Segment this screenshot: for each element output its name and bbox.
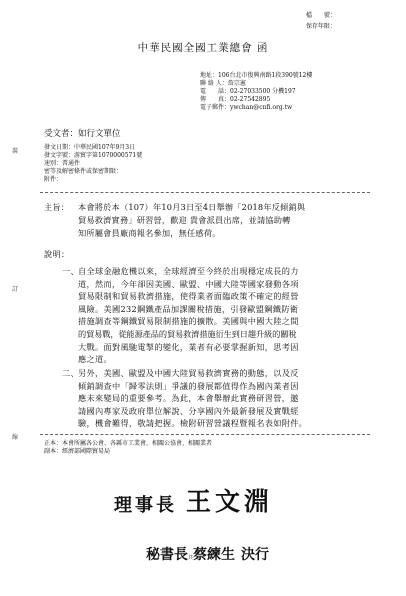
- fax-row: [200, 96, 400, 104]
- explanation-line: 風險。美國232鋼鐵產品加課關稅措施，引發歐盟鋼鐵防衛: [78, 303, 299, 314]
- secretary-name: 蔡練生: [193, 547, 236, 563]
- main-recipients-value: 本會所屬各公會、各縣市工業會、相關公協會、相關業者: [62, 440, 213, 447]
- chairman-title: 理事長: [114, 495, 177, 516]
- doc-number-value: 游貿字第1070000571號: [74, 152, 143, 159]
- fax-label: 傳 真：: [200, 96, 231, 103]
- contact-person-row: [200, 80, 400, 88]
- explanation-line: 道，然而，今年卻因美國、歐盟、中國大陸等國家發動各項: [78, 278, 299, 289]
- explanation-line: 的貿易戰，從能源產品的貿易救濟措施衍生到日趨升級的關稅: [78, 328, 297, 339]
- explanation-item-2-marker: 二、: [62, 368, 79, 378]
- recipient-label: 受文者：: [44, 129, 79, 139]
- recipient-value: 如行文單位: [78, 129, 121, 139]
- recipient-row: [44, 127, 121, 139]
- main-recipients-label: 正本：: [44, 440, 63, 447]
- address-label: 地址：: [200, 72, 219, 79]
- explanation-line: 應未來變局的重要參考。為此，本會舉辦此實務研習營，邀: [78, 393, 299, 404]
- file-number-label: 檔 號：: [306, 12, 337, 19]
- explanation-label: 說明：: [44, 249, 70, 259]
- subject-text: [78, 201, 378, 240]
- explanation-line: 措施調查等鋼鐵貿易限制措施的擴散。美國與中國大陸之間: [78, 316, 299, 327]
- doc-number-label: 發文字號：: [44, 152, 75, 159]
- security-row: [44, 168, 344, 176]
- explanation-line: 大戰。面對風馳電掣的變化，業者有必要掌握新知，思考因: [78, 341, 299, 352]
- divider-bottom: [40, 434, 370, 435]
- speed-row: [44, 160, 344, 168]
- speed-label: 速別：: [44, 160, 63, 167]
- email-row: [200, 104, 400, 112]
- issue-date-value: 中華民國107年9月3日: [74, 144, 136, 151]
- copy-recipients-row: [44, 448, 374, 456]
- copy-recipients-label: 副本：: [44, 448, 63, 455]
- attachment-label: 附件：: [44, 176, 63, 183]
- issue-date-label: 發文日期：: [44, 144, 75, 151]
- subject-line: 知所屬會員廠商報名參加，無任感荷。: [78, 228, 221, 238]
- security-label: 密等及解密條件或保密期限：: [44, 168, 123, 175]
- speed-value: 普通件: [62, 160, 81, 167]
- distribution-block: [44, 440, 374, 456]
- contact-block: [200, 72, 400, 112]
- phone-label: 電 話：: [200, 88, 231, 95]
- decision-text: 決行: [241, 547, 270, 563]
- secretary-signature: [146, 544, 269, 564]
- subject-label: 主旨：: [44, 202, 70, 212]
- explanation-line: 應之道。: [78, 354, 112, 365]
- main-recipients-row: [44, 440, 374, 448]
- divider-top: [40, 192, 370, 193]
- secretary-note: 共: [188, 555, 194, 561]
- org-title: 中華民國全國工業總會 函: [137, 42, 269, 54]
- explanation-item-1: [78, 265, 378, 366]
- phone-row: [200, 88, 400, 96]
- doc-number-row: [44, 152, 344, 160]
- explanation-line: 驗，機會難得，敬請把握。檢附研習營議程暨報名表如附件。: [78, 418, 308, 429]
- address-value: 106台北市復興南路1段390號12樓: [218, 72, 313, 79]
- contact-person-label: 聯 絡 人：: [200, 80, 228, 87]
- explanation-line: 貿易限制和貿易救濟措施，使得業者面臨政策不確定的經營: [78, 291, 299, 302]
- retention-label: 保存年限：: [306, 23, 337, 30]
- phone-value: 02-27033500 分機197: [230, 88, 296, 95]
- subject-line: 貿易救濟實務」研習營，歡迎 貴會派員出席，並請協助轉: [78, 215, 291, 225]
- address-row: [200, 72, 400, 80]
- attachment-row: [44, 176, 344, 184]
- binding-mark-line: 線: [12, 434, 19, 441]
- explanation-line: 傾銷調查中「歸零法則」爭議的發展都值得作為國內業者因: [78, 380, 299, 391]
- secretary-title: 秘書長: [146, 547, 188, 563]
- email-value: ywchan@cnfi.org.tw: [230, 104, 293, 111]
- issue-date-row: [44, 144, 344, 152]
- binding-mark-bind: 裝: [12, 148, 19, 155]
- binding-mark-order: 訂: [12, 286, 19, 293]
- explanation-line: 另外，美國、歐盟及中國大陸貿易救濟實務的動態，以及反: [78, 368, 299, 378]
- explanation-line: 請國內專家及政府單位解說、分享國內外最新發展及實戰經: [78, 405, 299, 416]
- doc-meta-block: [44, 144, 344, 184]
- email-label: 電子郵件：: [200, 104, 231, 111]
- explanation-item-2: [78, 367, 378, 430]
- fax-value: 02-27542895: [230, 96, 271, 103]
- contact-person-value: 詹宗憲: [227, 80, 246, 87]
- copy-recipients-value: 經濟部國際貿易局: [62, 448, 111, 455]
- subject-line: 本會將於本（107）年10月3日至4日舉辦「2018年反傾銷與: [78, 202, 306, 212]
- explanation-line: 自全球金融危機以來，全球經濟至今終於出現穩定成長的力: [78, 266, 299, 276]
- explanation-item-1-marker: 一、: [62, 266, 79, 276]
- chairman-name: 王文淵: [186, 487, 274, 516]
